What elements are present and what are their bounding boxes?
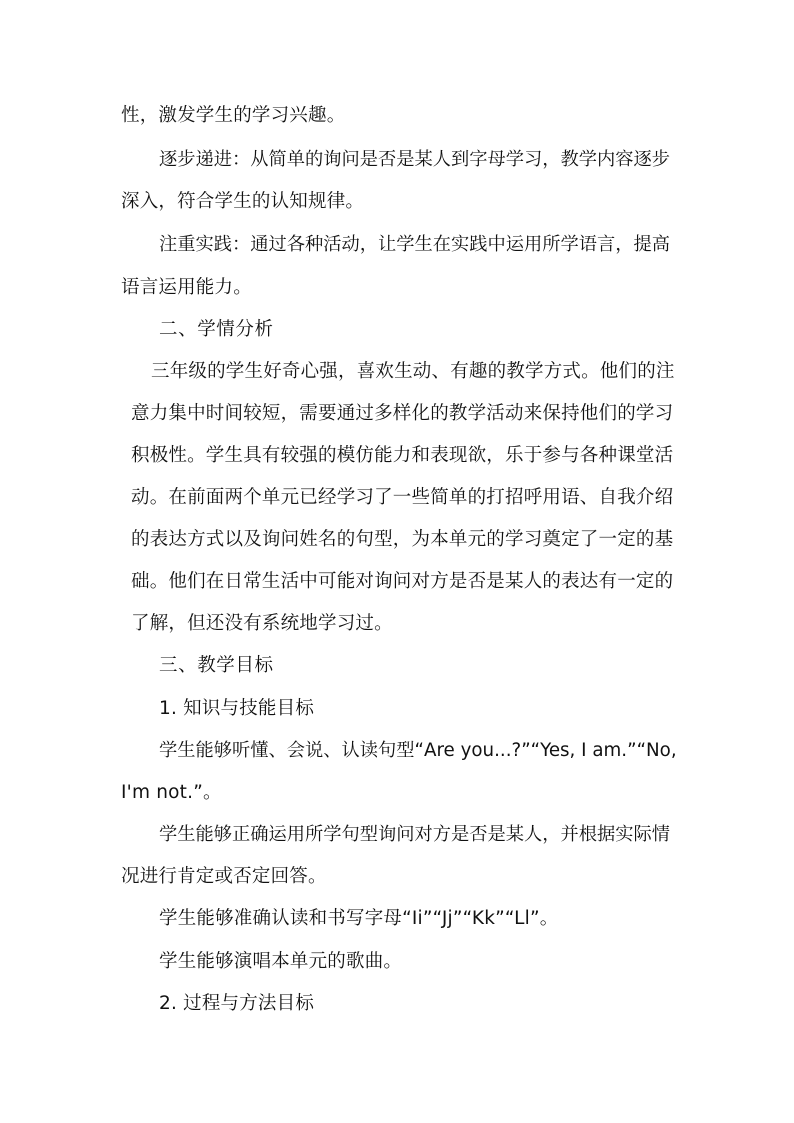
paragraph-line: 况进行肯定或否定回答。: [121, 866, 327, 887]
paragraph-line: 学生能够演唱本单元的歌曲。: [159, 951, 403, 972]
paragraph-line: 学生能够正确运用所学句型询问对方是否是某人，并根据实际情: [159, 824, 670, 845]
paragraph-line: 注重实践：通过各种活动，让学生在实践中运用所学语言，提高: [159, 234, 670, 255]
subsection-heading: 1. 知识与技能目标: [159, 698, 315, 719]
subsection-heading: 2. 过程与方法目标: [159, 993, 315, 1014]
paragraph-line: 的表达方式以及询问姓名的句型，为本单元的学习奠定了一定的基: [131, 529, 674, 550]
paragraph-line: 语言运用能力。: [121, 277, 252, 298]
paragraph-line: 三年级的学生好奇心强，喜欢生动、有趣的教学方式。他们的注: [151, 361, 675, 382]
paragraph-line: 性，激发学生的学习兴趣。: [121, 105, 346, 126]
section-heading: 二、学情分析: [159, 319, 274, 340]
paragraph-line: 意力集中时间较短，需要通过多样化的教学活动来保持他们的学习: [131, 403, 674, 424]
paragraph-line: 学生能够准确认读和书写字母“Ii”“Jj”“Kk”“Ll”。: [159, 908, 559, 929]
section-heading: 三、教学目标: [159, 655, 274, 676]
paragraph-line: 深入，符合学生的认知规律。: [121, 191, 365, 212]
paragraph-line: 逐步递进：从简单的询问是否是某人到字母学习，教学内容逐步: [159, 149, 670, 170]
paragraph-line: 动。在前面两个单元已经学习了一些简单的打招呼用语、自我介绍: [131, 487, 674, 508]
paragraph-line: 础。他们在日常生活中可能对询问对方是否是某人的表达有一定的: [131, 571, 674, 592]
paragraph-line: 了解，但还没有系统地学习过。: [131, 613, 393, 634]
paragraph-line: 学生能够听懂、会说、认读句型“Are you...?”“Yes, I am.”“No,: [159, 740, 677, 761]
paragraph-line: I'm not.”。: [121, 782, 222, 803]
paragraph-line: 积极性。学生具有较强的模仿能力和表现欲，乐于参与各种课堂活: [131, 445, 674, 466]
